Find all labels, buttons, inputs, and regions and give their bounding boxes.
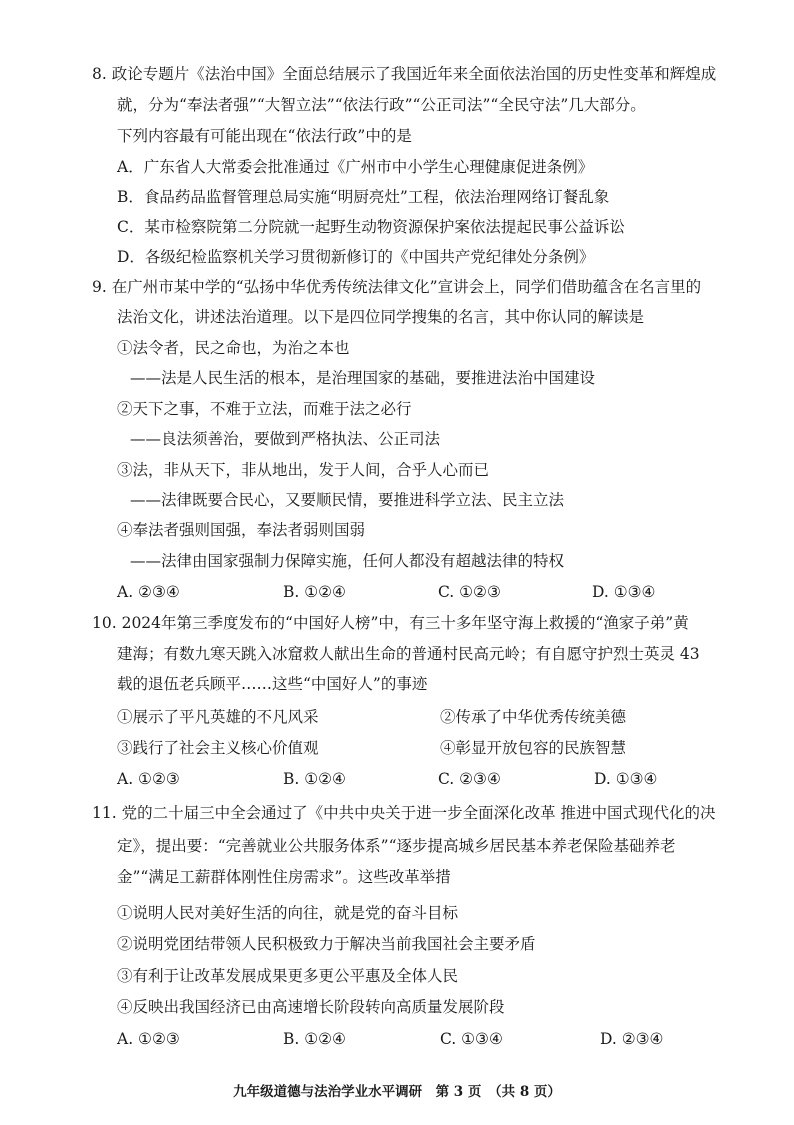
q8-stem-line-2: 就，分为“奉法者强”“大智立法”“依法行政”“公正司法”“全民守法”几大部分。 (117, 96, 646, 114)
q9-quote-2: ②天下之事，不难于立法，而难于法之必行 (117, 400, 412, 418)
q9-quote-4: ④奉法者强则国强，奉法者弱则国弱 (117, 521, 366, 539)
q9-stem-line-1: 9. 在广州市某中学的“弘扬中华优秀传统法律文化”宣讲会上，同学们借助蕴含在名言里的 (92, 278, 702, 296)
q11-option-b: B. ①②④ (283, 1030, 346, 1048)
q10-option-d: D. ①③④ (594, 770, 658, 788)
q8-option-b: B．食品药品监督管理总局实施“明厨亮灶”工程，依法治理网络订餐乱象 (117, 188, 610, 206)
q10-stem-line-3: 载的退伍老兵顾平……这些“中国好人”的事迹 (117, 675, 428, 693)
q11-stem-line-3: 金”“满足工薪群体刚性住房需求”。这些改革举措 (117, 868, 451, 886)
q10-option-b: B. ①②④ (283, 770, 346, 788)
q8-option-c: C．某市检察院第二分院就一起野生动物资源保护案依法提起民事公益诉讼 (117, 218, 625, 236)
q8-stem-line-1: 8. 政论专题片《法治中国》全面总结展示了我国近年来全面依法治国的历史性变革和辉煌成 (92, 65, 717, 83)
q8-option-a: A．广东省人大常委会批准通过《广州市中小学生心理健康促进条例》 (117, 158, 594, 176)
q11-item-3: ③有利于让改革发展成果更多更公平惠及全体人民 (117, 967, 459, 985)
q9-option-a: A. ②③④ (117, 583, 180, 601)
q11-option-c: C. ①③④ (440, 1030, 503, 1048)
q9-quote-3: ③法，非从天下，非从地出，发于人间，合乎人心而已 (117, 461, 490, 479)
q11-item-4: ④反映出我国经济已由高速增长阶段转向高质量发展阶段 (117, 998, 505, 1016)
q9-interpretation-1: ——法是人民生活的根本，是治理国家的基础，要推进法治中国建设 (130, 369, 596, 387)
q10-item-1: ①展示了平凡英雄的不凡风采 (117, 708, 319, 726)
q11-item-1: ①说明人民对美好生活的向往，就是党的奋斗目标 (117, 904, 459, 922)
q10-stem-line-2: 建海；有数九寒天跳入冰窟救人献出生命的普通村民高元岭；有自愿守护烈士英灵 43 (117, 645, 700, 663)
q9-option-c: C. ①②③ (438, 583, 501, 601)
q10-option-c: C. ②③④ (438, 770, 501, 788)
q9-interpretation-3: ——法律既要合民心，又要顺民情，要推进科学立法、民主立法 (130, 491, 565, 509)
q9-interpretation-4: ——法律由国家强制力保障实施，任何人都没有超越法律的特权 (130, 552, 565, 570)
q11-option-a: A. ①②③ (117, 1030, 180, 1048)
q9-option-d: D. ①③④ (592, 583, 656, 601)
q10-item-3: ③践行了社会主义核心价值观 (117, 739, 319, 757)
q10-item-4: ④彰显开放包容的民族智慧 (440, 739, 627, 757)
q10-option-a: A. ①②③ (117, 770, 180, 788)
q9-interpretation-2: ——良法须善治，要做到严格执法、公正司法 (130, 430, 441, 448)
page-footer: 九年级道德与法治学业水平调研 第 3 页 （共 8 页） (233, 1084, 561, 1100)
q9-stem-line-2: 法治文化，讲述法治道理。以下是四位同学搜集的名言，其中你认同的解读是 (117, 308, 645, 326)
q9-option-b: B. ①②④ (283, 583, 346, 601)
q11-option-d: D. ②③④ (600, 1030, 664, 1048)
q8-option-d: D．各级纪检监察机关学习贯彻新修订的《中国共产党纪律处分条例》 (117, 248, 595, 266)
q8-stem-line-3: 下列内容最有可能出现在“依法行政”中的是 (117, 127, 412, 145)
q11-item-2: ②说明党团结带领人民积极致力于解决当前我国社会主要矛盾 (117, 935, 536, 953)
q9-quote-1: ①法令者，民之命也，为治之本也 (117, 339, 350, 357)
q10-item-2: ②传承了中华优秀传统美德 (440, 708, 627, 726)
q11-stem-line-2: 定》，提出要：“完善就业公共服务体系”“逐步提高城乡居民基本养老保险基础养老 (117, 837, 676, 855)
q10-stem-line-1: 10. 2024年第三季度发布的“中国好人榜”中，有三十多年坚守海上救援的“渔家子弟”黄 (92, 614, 689, 632)
q11-stem-line-1: 11. 党的二十届三中全会通过了《中共中央关于进一步全面深化改革 推进中国式现代化的决 (92, 804, 716, 822)
